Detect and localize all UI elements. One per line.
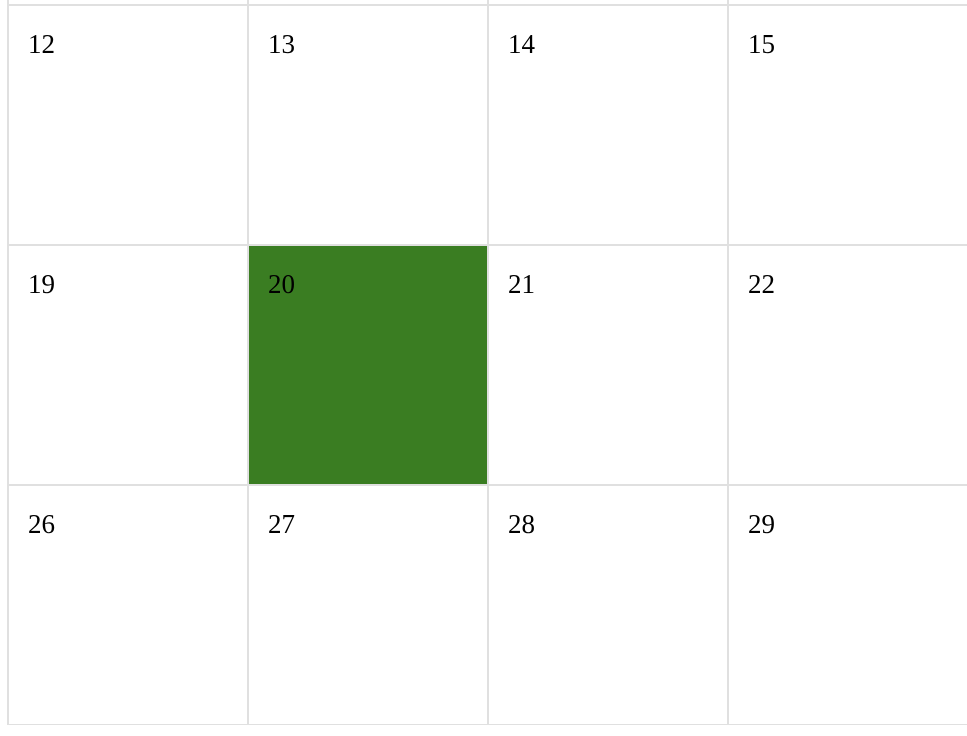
calendar-day-cell[interactable] (487, 244, 727, 484)
month-calendar-grid (7, 0, 967, 725)
calendar-day-cell[interactable] (7, 244, 247, 484)
day-number: 21 (508, 269, 535, 299)
calendar-day-cell[interactable] (7, 4, 247, 244)
calendar-day-cell-selected[interactable] (247, 244, 487, 484)
calendar-day-cell[interactable] (727, 484, 967, 724)
day-number: 13 (268, 29, 295, 59)
day-number: 12 (28, 29, 55, 59)
day-number: 20 (268, 269, 295, 299)
day-number: 14 (508, 29, 535, 59)
calendar-day-cell[interactable] (487, 484, 727, 724)
day-number: 29 (748, 509, 775, 539)
day-number: 22 (748, 269, 775, 299)
day-number: 19 (28, 269, 55, 299)
calendar-day-cell[interactable] (247, 4, 487, 244)
day-number: 27 (268, 509, 295, 539)
day-number: 15 (748, 29, 775, 59)
calendar-day-cell[interactable] (7, 484, 247, 724)
day-number: 28 (508, 509, 535, 539)
calendar-day-cell[interactable] (487, 4, 727, 244)
calendar-day-cell[interactable] (247, 484, 487, 724)
calendar-day-cell[interactable] (727, 244, 967, 484)
calendar-day-cell[interactable] (727, 4, 967, 244)
day-number: 26 (28, 509, 55, 539)
